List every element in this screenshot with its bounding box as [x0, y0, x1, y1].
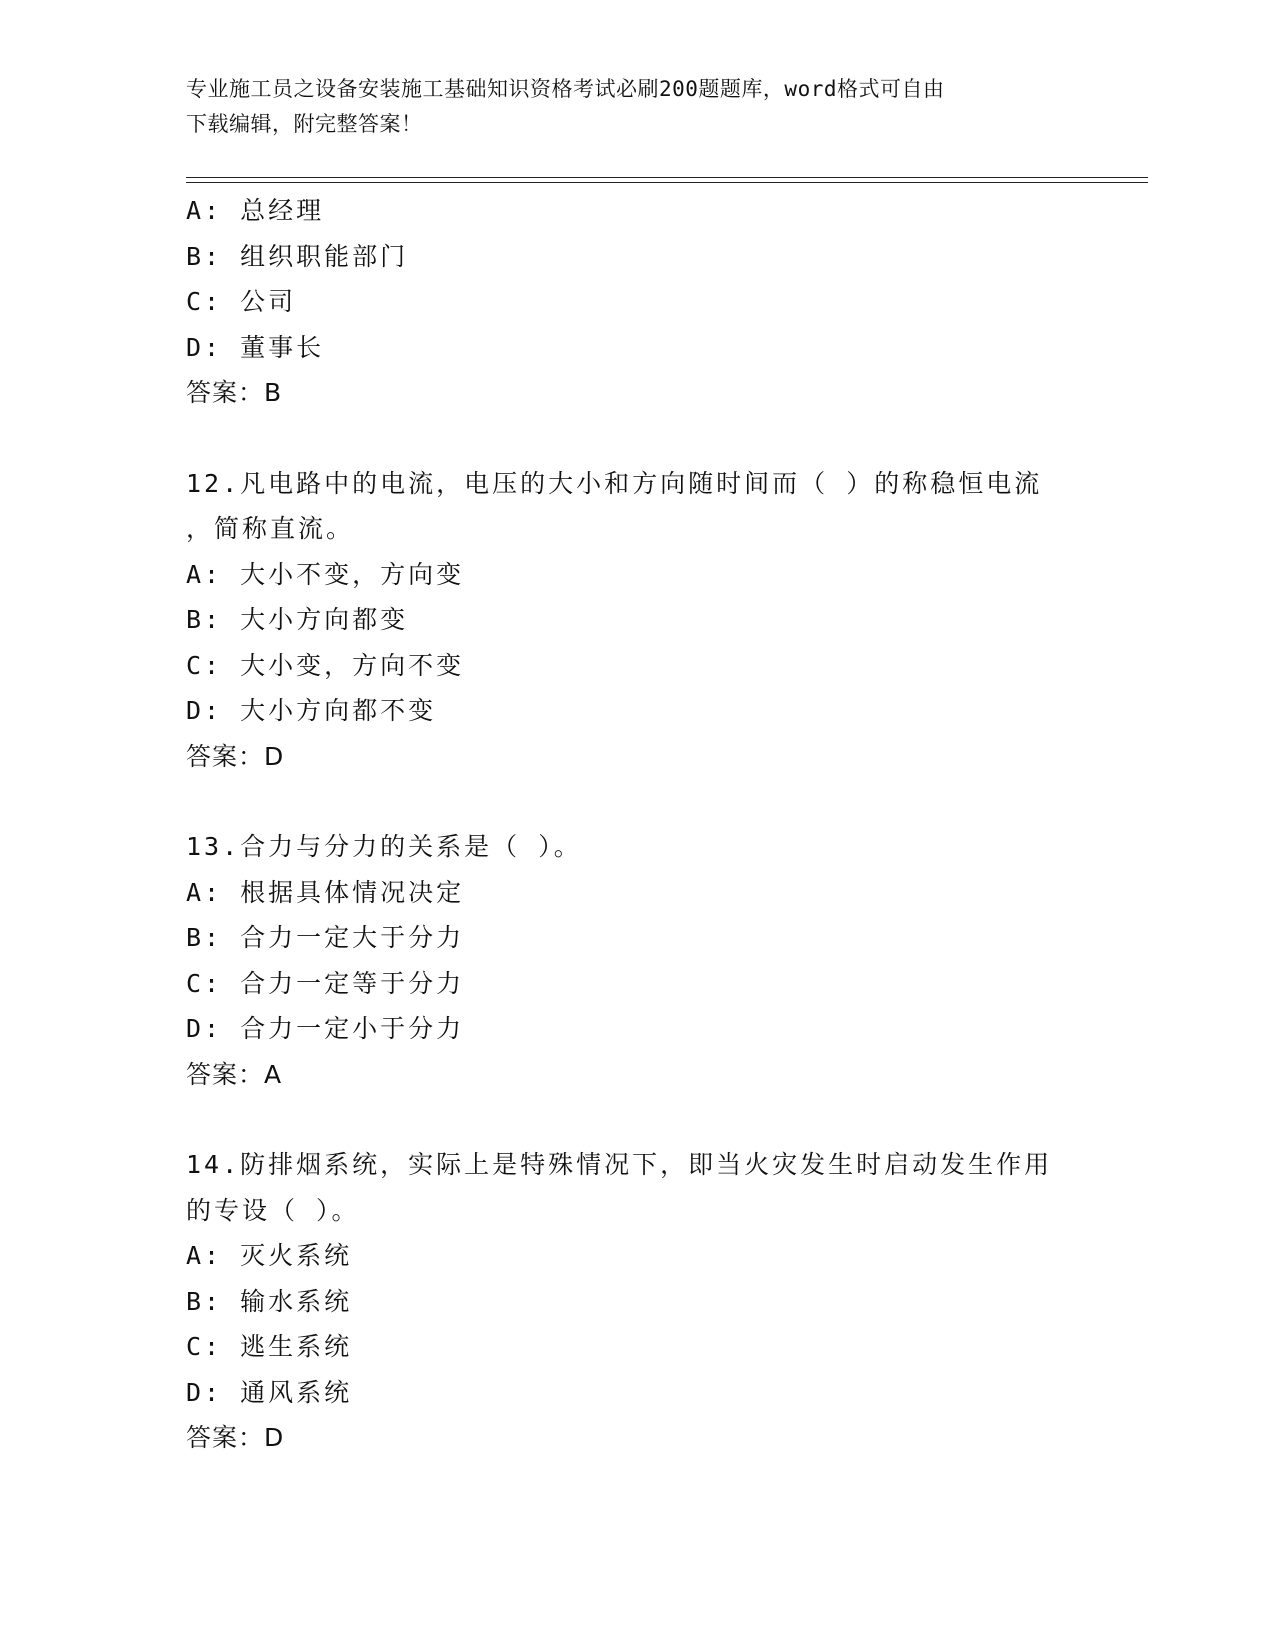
- question-stem-line-2: 的专设（ ）。: [186, 1195, 360, 1225]
- question-stem-line-1: 13.合力与分力的关系是（ ）。: [186, 832, 582, 861]
- option-d: D: 大小方向都不变: [186, 696, 437, 725]
- option-b: B: 合力一定大于分力: [186, 923, 465, 952]
- question-13: [186, 824, 1086, 1097]
- header-line-2: 下载编辑，附完整答案！: [186, 112, 423, 136]
- header-divider-top: [186, 177, 1148, 178]
- option-a: A: 总经理: [186, 196, 325, 225]
- header-divider-bottom: [186, 182, 1148, 183]
- answer: 答案：B: [186, 378, 283, 407]
- answer: 答案：D: [186, 741, 285, 771]
- document-header: [186, 72, 1066, 142]
- question-list: [186, 188, 1086, 1461]
- option-a: A: 灭火系统: [186, 1241, 353, 1270]
- option-c: C: 大小变，方向不变: [186, 650, 465, 680]
- spacer: [186, 1097, 1086, 1142]
- option-d: D: 通风系统: [186, 1377, 353, 1407]
- option-b: B: 大小方向都变: [186, 605, 409, 634]
- option-a: A: 大小不变，方向变: [186, 559, 465, 589]
- option-b: B: 输水系统: [186, 1286, 353, 1316]
- question-stem-line-1: 12.凡电路中的电流，电压的大小和方向随时间而（ ）的称稳恒电流: [186, 468, 1043, 498]
- question-12: [186, 461, 1086, 780]
- option-d: D: 合力一定小于分力: [186, 1014, 465, 1043]
- spacer: [186, 779, 1086, 824]
- spacer: [186, 416, 1086, 461]
- question-11: [186, 188, 1086, 416]
- header-line-1: 专业施工员之设备安装施工基础知识资格考试必刷200题题库，word格式可自由: [186, 77, 945, 101]
- option-c: C: 逃生系统: [186, 1332, 353, 1361]
- question-14: [186, 1142, 1086, 1461]
- answer: 答案：A: [186, 1059, 283, 1089]
- option-c: C: 合力一定等于分力: [186, 968, 465, 998]
- option-a: A: 根据具体情况决定: [186, 877, 465, 907]
- option-d: D: 董事长: [186, 332, 325, 362]
- option-c: C: 公司: [186, 287, 297, 316]
- question-stem-line-2: ，简称直流。: [186, 514, 355, 543]
- question-stem-line-1: 14.防排烟系统，实际上是特殊情况下，即当火灾发生时启动发生作用: [186, 1150, 1053, 1179]
- answer: 答案：D: [186, 1423, 285, 1452]
- option-b: B: 组织职能部门: [186, 241, 409, 271]
